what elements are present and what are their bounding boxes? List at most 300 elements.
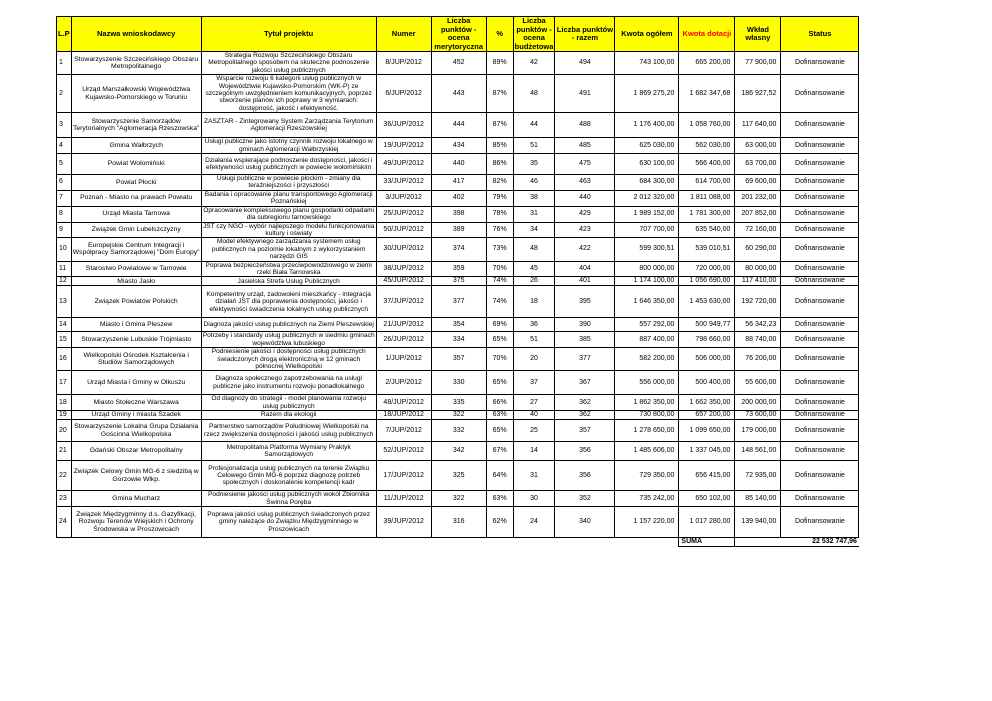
- cell-percent: 62%: [486, 507, 513, 538]
- cell-title: ZASZTAR - Zintegrowany System Zarządzania Terytorium Aglomeracji Rzeszowskiej: [201, 113, 376, 138]
- cell-wklad-wlasny: 77 900,00: [735, 52, 781, 75]
- cell-status: Dofinansowanie: [781, 318, 859, 332]
- cell-pkt-razem: 352: [555, 491, 615, 507]
- cell-pkt-budzetowa: 30: [513, 491, 555, 507]
- cell-lp: 18: [57, 395, 72, 411]
- cell-pkt-merytoryczna: 357: [431, 348, 486, 371]
- header-lp: L.P: [57, 17, 72, 52]
- cell-status: Dofinansowanie: [781, 442, 859, 461]
- cell-name: Związek Gmin Lubelszczyzny: [71, 222, 201, 238]
- table-row: [57, 75, 859, 113]
- cell-numer: 7/JUP/2012: [376, 420, 431, 442]
- table-row: [57, 261, 859, 277]
- footer-spacer: [57, 538, 679, 547]
- cell-title: Podniesienie jakości usług publicznych wokół Zbiornika Świnna Poręba: [201, 491, 376, 507]
- cell-wklad-wlasny: 201 232,00: [735, 190, 781, 206]
- cell-pkt-merytoryczna: 375: [431, 277, 486, 286]
- cell-lp: 4: [57, 138, 72, 154]
- cell-kwota-ogolem: 730 800,00: [615, 411, 679, 420]
- cell-title: Partnerstwo samorządów Południowej Wielkopolski na rzecz zwiększenia dostępności i jakości usług publicznych: [201, 420, 376, 442]
- cell-lp: 9: [57, 222, 72, 238]
- cell-name: Miasto Stołeczne Warszawa: [71, 395, 201, 411]
- cell-title: Kompetentny urząd, zadowoleni mieszkańcy - integracja działań JST dla poprawienia dostępności, jakości i efektywności świadczenia lokalnych usług publicznych: [201, 286, 376, 318]
- cell-kwota-ogolem: 887 400,00: [615, 332, 679, 348]
- cell-lp: 23: [57, 491, 72, 507]
- cell-percent: 63%: [486, 491, 513, 507]
- cell-lp: 6: [57, 175, 72, 191]
- cell-pkt-razem: 485: [555, 138, 615, 154]
- cell-pkt-merytoryczna: 325: [431, 461, 486, 491]
- cell-kwota-dotacji: 798 660,00: [679, 332, 735, 348]
- cell-numer: 36/JUP/2012: [376, 113, 431, 138]
- cell-pkt-merytoryczna: 342: [431, 442, 486, 461]
- cell-numer: 33/JUP/2012: [376, 175, 431, 191]
- cell-pkt-budzetowa: 42: [513, 52, 555, 75]
- cell-status: Dofinansowanie: [781, 491, 859, 507]
- cell-name: Miasto i Gmina Pleszew: [71, 318, 201, 332]
- header-kwota-ogolem: Kwota ogółem: [615, 17, 679, 52]
- cell-kwota-dotacji: 562 030,00: [679, 138, 735, 154]
- cell-name: Poznań - Miasto na prawach Powiatu: [71, 190, 201, 206]
- cell-pkt-razem: 463: [555, 175, 615, 191]
- cell-numer: 50/JUP/2012: [376, 222, 431, 238]
- cell-name: Starostwo Powiatowe w Tarnowie: [71, 261, 201, 277]
- cell-lp: 2: [57, 75, 72, 113]
- cell-title: Od diagnozy do strategii - model planowania rozwoju usług publicznych: [201, 395, 376, 411]
- cell-status: Dofinansowanie: [781, 222, 859, 238]
- cell-pkt-budzetowa: 31: [513, 206, 555, 222]
- cell-name: Powiat Płocki: [71, 175, 201, 191]
- cell-wklad-wlasny: 56 342,23: [735, 318, 781, 332]
- cell-numer: 48/JUP/2012: [376, 395, 431, 411]
- cell-kwota-dotacji: 657 200,00: [679, 411, 735, 420]
- cell-pkt-razem: 422: [555, 238, 615, 261]
- cell-numer: 8/JUP/2012: [376, 52, 431, 75]
- table-row: [57, 190, 859, 206]
- cell-kwota-ogolem: 1 485 606,00: [615, 442, 679, 461]
- header-wklad-wlasny: Wkład własny: [735, 17, 781, 52]
- cell-title: Profesjonalizacja usług publicznych na terenie Związku Celowego Gmin MG-6 poprzez diagnozę potrzeb społecznych i doskonalenie kompetencji kadr: [201, 461, 376, 491]
- table-row: [57, 461, 859, 491]
- cell-kwota-ogolem: 625 030,00: [615, 138, 679, 154]
- cell-kwota-dotacji: 720 000,00: [679, 261, 735, 277]
- cell-lp: 24: [57, 507, 72, 538]
- cell-wklad-wlasny: 85 140,00: [735, 491, 781, 507]
- cell-pkt-budzetowa: 24: [513, 507, 555, 538]
- header-title: Tytuł projektu: [201, 17, 376, 52]
- cell-wklad-wlasny: 148 561,00: [735, 442, 781, 461]
- cell-wklad-wlasny: 72 160,00: [735, 222, 781, 238]
- cell-pkt-budzetowa: 38: [513, 190, 555, 206]
- cell-kwota-dotacji: 1 058 760,00: [679, 113, 735, 138]
- cell-pkt-budzetowa: 34: [513, 222, 555, 238]
- cell-numer: 45/JUP/2012: [376, 277, 431, 286]
- cell-numer: 49/JUP/2012: [376, 154, 431, 175]
- cell-numer: 18/JUP/2012: [376, 411, 431, 420]
- cell-kwota-ogolem: 582 200,00: [615, 348, 679, 371]
- cell-pkt-budzetowa: 18: [513, 286, 555, 318]
- header-pkt-razem: Liczba punktów - razem: [555, 17, 615, 52]
- cell-name: Związek Międzygminny d.s. Gazyfikacji, Rozwoju Terenów Wiejskich i Ochrony Środowiska w Proszowicach: [71, 507, 201, 538]
- cell-percent: 78%: [486, 206, 513, 222]
- cell-pkt-razem: 491: [555, 75, 615, 113]
- table-row: [57, 175, 859, 191]
- cell-kwota-dotacji: 1 017 280,00: [679, 507, 735, 538]
- cell-pkt-budzetowa: 37: [513, 371, 555, 395]
- cell-name: Urząd Marszałkowski Województwa Kujawsko-Pomorskiego w Toruniu: [71, 75, 201, 113]
- cell-pkt-merytoryczna: 444: [431, 113, 486, 138]
- cell-lp: 5: [57, 154, 72, 175]
- table-row: [57, 411, 859, 420]
- cell-wklad-wlasny: 72 935,00: [735, 461, 781, 491]
- cell-status: Dofinansowanie: [781, 332, 859, 348]
- cell-lp: 19: [57, 411, 72, 420]
- cell-name: Miasto Jasło: [71, 277, 201, 286]
- cell-kwota-ogolem: 1 989 152,00: [615, 206, 679, 222]
- cell-pkt-razem: 362: [555, 395, 615, 411]
- cell-kwota-ogolem: 630 100,00: [615, 154, 679, 175]
- cell-pkt-budzetowa: 44: [513, 113, 555, 138]
- cell-numer: 3/JUP/2012: [376, 190, 431, 206]
- cell-title: Jasielska Strefa Usług Publicznych: [201, 277, 376, 286]
- cell-numer: 2/JUP/2012: [376, 371, 431, 395]
- cell-kwota-dotacji: 1 056 690,00: [679, 277, 735, 286]
- cell-percent: 73%: [486, 238, 513, 261]
- cell-status: Dofinansowanie: [781, 175, 859, 191]
- cell-kwota-dotacji: 1 781 300,00: [679, 206, 735, 222]
- cell-name: Gdański Obszar Metropolitalny: [71, 442, 201, 461]
- cell-wklad-wlasny: 88 740,00: [735, 332, 781, 348]
- cell-kwota-ogolem: 684 300,00: [615, 175, 679, 191]
- cell-name: Stowarzyszenie Lubuskie Trójmiasto: [71, 332, 201, 348]
- table-header: [57, 17, 859, 52]
- cell-status: Dofinansowanie: [781, 75, 859, 113]
- cell-title: Diagnoza społecznego zapotrzebowania na usługi publiczne jako instrumentu rozwoju ponadlokalnego: [201, 371, 376, 395]
- cell-numer: 11/JUP/2012: [376, 491, 431, 507]
- cell-title: Poprawa jakości usług publicznych świadczonych przez gminy należące do Związku Międzygminnego w Proszowicach: [201, 507, 376, 538]
- cell-pkt-razem: 404: [555, 261, 615, 277]
- header-name: Nazwa wnioskodawcy: [71, 17, 201, 52]
- cell-pkt-budzetowa: 20: [513, 348, 555, 371]
- cell-name: Gmina Wałbrzych: [71, 138, 201, 154]
- header-numer: Numer: [376, 17, 431, 52]
- cell-lp: 7: [57, 190, 72, 206]
- cell-kwota-dotacji: 1 337 045,00: [679, 442, 735, 461]
- table-row: [57, 491, 859, 507]
- table-row: [57, 52, 859, 75]
- cell-lp: 8: [57, 206, 72, 222]
- cell-percent: 65%: [486, 332, 513, 348]
- cell-percent: 82%: [486, 175, 513, 191]
- cell-numer: 30/JUP/2012: [376, 238, 431, 261]
- cell-title: Wsparcie rozwoju 6 kategorii usług publicznych w Województwie Kujawsko-Pomorskim (WK-P) ze szczególnym uwzględnieniem komunikacyjnych, poprzez stworzenie planów ich poprawy w 3 wymiarach: dostępność, jakość i efektywność.: [201, 75, 376, 113]
- table-row: [57, 206, 859, 222]
- cell-lp: 12: [57, 277, 72, 286]
- cell-percent: 63%: [486, 411, 513, 420]
- cell-pkt-budzetowa: 48: [513, 75, 555, 113]
- cell-wklad-wlasny: 200 000,00: [735, 395, 781, 411]
- cell-pkt-merytoryczna: 359: [431, 261, 486, 277]
- cell-numer: 37/JUP/2012: [376, 286, 431, 318]
- cell-pkt-razem: 367: [555, 371, 615, 395]
- cell-percent: 86%: [486, 154, 513, 175]
- cell-pkt-budzetowa: 14: [513, 442, 555, 461]
- cell-pkt-razem: 357: [555, 420, 615, 442]
- cell-kwota-dotacji: 500 949,77: [679, 318, 735, 332]
- cell-status: Dofinansowanie: [781, 154, 859, 175]
- cell-title: Strategia Rozwoju Szczecińskiego Obszaru Metropolitalnego sposobem na skuteczne podnoszenie jakości usług publicznych: [201, 52, 376, 75]
- header-status: Status: [781, 17, 859, 52]
- cell-kwota-ogolem: 1 278 650,00: [615, 420, 679, 442]
- cell-name: Wielkopolski Ośrodek Kształcenia i Studiów Samorządowych: [71, 348, 201, 371]
- cell-numer: 1/JUP/2012: [376, 348, 431, 371]
- cell-pkt-razem: 356: [555, 442, 615, 461]
- cell-pkt-razem: 340: [555, 507, 615, 538]
- cell-pkt-budzetowa: 51: [513, 138, 555, 154]
- cell-kwota-ogolem: 1 174 100,00: [615, 277, 679, 286]
- cell-name: Europejskie Centrum Integracji i Współpracy Samorządowej "Dom Europy": [71, 238, 201, 261]
- cell-status: Dofinansowanie: [781, 261, 859, 277]
- table-row: [57, 395, 859, 411]
- cell-pkt-merytoryczna: 417: [431, 175, 486, 191]
- cell-title: Diagnoza jakości usług publicznych na Ziemi Pleszewskiej: [201, 318, 376, 332]
- cell-kwota-dotacji: 665 200,00: [679, 52, 735, 75]
- cell-percent: 85%: [486, 138, 513, 154]
- cell-lp: 11: [57, 261, 72, 277]
- cell-wklad-wlasny: 179 000,00: [735, 420, 781, 442]
- cell-pkt-merytoryczna: 440: [431, 154, 486, 175]
- cell-status: Dofinansowanie: [781, 395, 859, 411]
- cell-wklad-wlasny: 73 600,00: [735, 411, 781, 420]
- cell-name: Urząd Miasta Tarnowa: [71, 206, 201, 222]
- cell-wklad-wlasny: 55 600,00: [735, 371, 781, 395]
- cell-wklad-wlasny: 63 000,00: [735, 138, 781, 154]
- table-row: [57, 318, 859, 332]
- table-row: [57, 238, 859, 261]
- cell-kwota-dotacji: 656 415,00: [679, 461, 735, 491]
- cell-pkt-razem: 440: [555, 190, 615, 206]
- cell-pkt-merytoryczna: 322: [431, 491, 486, 507]
- cell-percent: 87%: [486, 113, 513, 138]
- cell-status: Dofinansowanie: [781, 277, 859, 286]
- cell-percent: 74%: [486, 286, 513, 318]
- cell-lp: 22: [57, 461, 72, 491]
- cell-percent: 65%: [486, 371, 513, 395]
- cell-kwota-dotacji: 566 400,00: [679, 154, 735, 175]
- cell-pkt-merytoryczna: 389: [431, 222, 486, 238]
- cell-pkt-merytoryczna: 322: [431, 411, 486, 420]
- table-row: [57, 222, 859, 238]
- cell-status: Dofinansowanie: [781, 190, 859, 206]
- table-body: [57, 52, 859, 538]
- cell-status: Dofinansowanie: [781, 286, 859, 318]
- cell-lp: 3: [57, 113, 72, 138]
- cell-percent: 89%: [486, 52, 513, 75]
- table-footer: [57, 538, 859, 547]
- cell-pkt-razem: 401: [555, 277, 615, 286]
- cell-status: Dofinansowanie: [781, 113, 859, 138]
- header-percent: %: [486, 17, 513, 52]
- cell-title: Badania i opracowanie planu transportowego Aglomeracji Poznańskiej: [201, 190, 376, 206]
- cell-kwota-ogolem: 1 869 275,20: [615, 75, 679, 113]
- cell-status: Dofinansowanie: [781, 206, 859, 222]
- cell-pkt-merytoryczna: 452: [431, 52, 486, 75]
- cell-status: Dofinansowanie: [781, 461, 859, 491]
- cell-numer: 26/JUP/2012: [376, 332, 431, 348]
- cell-kwota-ogolem: 1 176 400,00: [615, 113, 679, 138]
- cell-percent: 69%: [486, 318, 513, 332]
- cell-percent: 70%: [486, 348, 513, 371]
- cell-pkt-budzetowa: 26: [513, 277, 555, 286]
- cell-pkt-merytoryczna: 335: [431, 395, 486, 411]
- summary-value: 22 532 747,96: [735, 538, 859, 547]
- cell-pkt-razem: 377: [555, 348, 615, 371]
- cell-kwota-ogolem: 556 000,00: [615, 371, 679, 395]
- cell-kwota-ogolem: 707 700,00: [615, 222, 679, 238]
- cell-wklad-wlasny: 117 640,00: [735, 113, 781, 138]
- cell-title: Metropolitalna Platforma Wymiany Praktyk Samorządowych: [201, 442, 376, 461]
- cell-lp: 14: [57, 318, 72, 332]
- projects-table: [56, 16, 859, 547]
- cell-kwota-dotacji: 500 400,00: [679, 371, 735, 395]
- cell-numer: 21/JUP/2012: [376, 318, 431, 332]
- cell-percent: 66%: [486, 395, 513, 411]
- cell-kwota-ogolem: 1 646 350,00: [615, 286, 679, 318]
- cell-pkt-budzetowa: 31: [513, 461, 555, 491]
- cell-title: Podniesienie jakości i dostępności usług publicznych świadczonych drogą elektroniczną w 12 gminach północnej Wielkopolski: [201, 348, 376, 371]
- cell-pkt-budzetowa: 27: [513, 395, 555, 411]
- cell-lp: 16: [57, 348, 72, 371]
- table-row: [57, 154, 859, 175]
- cell-name: Związek Powiatów Polskich: [71, 286, 201, 318]
- cell-percent: 87%: [486, 75, 513, 113]
- cell-numer: 25/JUP/2012: [376, 206, 431, 222]
- cell-pkt-razem: 390: [555, 318, 615, 332]
- cell-pkt-razem: 362: [555, 411, 615, 420]
- cell-wklad-wlasny: 76 200,00: [735, 348, 781, 371]
- header-kwota-dotacji: Kwota dotacji: [679, 17, 735, 52]
- cell-wklad-wlasny: 63 700,00: [735, 154, 781, 175]
- cell-pkt-razem: 423: [555, 222, 615, 238]
- cell-title: Potrzeby i standardy usług publicznych w siedmiu gminach województwa lubuskiego: [202, 332, 375, 347]
- cell-name: Stowarzyszenie Samorządów Terytorialnych "Aglomeracja Rzeszowska": [71, 113, 201, 138]
- cell-pkt-budzetowa: 46: [513, 175, 555, 191]
- cell-lp: 20: [57, 420, 72, 442]
- cell-pkt-merytoryczna: 434: [431, 138, 486, 154]
- table-row: [57, 371, 859, 395]
- cell-kwota-ogolem: 599 300,51: [615, 238, 679, 261]
- cell-title: Usługi publiczne w powiecie płockim - zmiany dla teraźniejszości i przyszłości: [201, 175, 376, 191]
- cell-pkt-merytoryczna: 374: [431, 238, 486, 261]
- table-row: [57, 138, 859, 154]
- cell-pkt-razem: 488: [555, 113, 615, 138]
- cell-pkt-budzetowa: 40: [513, 411, 555, 420]
- cell-lp: 13: [57, 286, 72, 318]
- cell-title: JST czy NGO - wybór najlepszego modelu funkcjonowania kultury i oświaty: [202, 222, 375, 237]
- header-pkt-budzetowa: Liczba punktów - ocena budżetowa: [514, 16, 554, 51]
- cell-pkt-budzetowa: 51: [513, 332, 555, 348]
- cell-kwota-dotacji: 1 453 630,00: [679, 286, 735, 318]
- cell-status: Dofinansowanie: [781, 138, 859, 154]
- cell-status: Dofinansowanie: [781, 52, 859, 75]
- cell-pkt-merytoryczna: 398: [431, 206, 486, 222]
- cell-name: Gmina Mucharz: [71, 491, 201, 507]
- cell-pkt-razem: 395: [555, 286, 615, 318]
- cell-kwota-ogolem: 735 242,00: [615, 491, 679, 507]
- table-row: [57, 348, 859, 371]
- cell-pkt-merytoryczna: 402: [431, 190, 486, 206]
- cell-lp: 15: [57, 332, 72, 348]
- cell-pkt-razem: 356: [555, 461, 615, 491]
- cell-name: Związek Celowy Gmin MG-6 z siedzibą w Gorzowie Wlkp.: [71, 461, 201, 491]
- cell-pkt-budzetowa: 48: [513, 238, 555, 261]
- cell-numer: 39/JUP/2012: [376, 507, 431, 538]
- cell-kwota-dotacji: 1 682 347,68: [679, 75, 735, 113]
- cell-status: Dofinansowanie: [781, 371, 859, 395]
- cell-pkt-budzetowa: 25: [513, 420, 555, 442]
- cell-kwota-dotacji: 650 102,00: [679, 491, 735, 507]
- cell-lp: 21: [57, 442, 72, 461]
- cell-kwota-dotacji: 1 811 088,00: [679, 190, 735, 206]
- cell-name: Powiat Wołomiński: [71, 154, 201, 175]
- cell-status: Dofinansowanie: [781, 238, 859, 261]
- cell-status: Dofinansowanie: [781, 348, 859, 371]
- cell-percent: 74%: [486, 277, 513, 286]
- cell-lp: 1: [57, 52, 72, 75]
- cell-wklad-wlasny: 139 940,00: [735, 507, 781, 538]
- cell-lp: 17: [57, 371, 72, 395]
- cell-kwota-ogolem: 800 000,00: [615, 261, 679, 277]
- cell-wklad-wlasny: 117 410,00: [735, 277, 781, 286]
- cell-percent: 67%: [486, 442, 513, 461]
- cell-numer: 6/JUP/2012: [376, 75, 431, 113]
- cell-percent: 70%: [486, 261, 513, 277]
- cell-kwota-ogolem: 1 157 220,00: [615, 507, 679, 538]
- cell-pkt-merytoryczna: 334: [431, 332, 486, 348]
- cell-kwota-ogolem: 1 862 350,00: [615, 395, 679, 411]
- cell-kwota-dotacji: 506 000,00: [679, 348, 735, 371]
- cell-status: Dofinansowanie: [781, 507, 859, 538]
- table-row: [57, 507, 859, 538]
- cell-numer: 17/JUP/2012: [376, 461, 431, 491]
- cell-status: Dofinansowanie: [781, 420, 859, 442]
- cell-wklad-wlasny: 186 927,52: [735, 75, 781, 113]
- header-pkt-merytoryczna: Liczba punktów - ocena merytoryczna: [431, 17, 486, 52]
- cell-pkt-razem: 494: [555, 52, 615, 75]
- cell-numer: 52/JUP/2012: [376, 442, 431, 461]
- cell-kwota-ogolem: 2 012 320,00: [615, 190, 679, 206]
- cell-pkt-merytoryczna: 316: [431, 507, 486, 538]
- cell-wklad-wlasny: 60 290,00: [735, 238, 781, 261]
- cell-percent: 79%: [486, 190, 513, 206]
- cell-kwota-ogolem: 743 100,00: [615, 52, 679, 75]
- cell-pkt-razem: 475: [555, 154, 615, 175]
- cell-pkt-budzetowa: 36: [513, 318, 555, 332]
- cell-pkt-razem: 429: [555, 206, 615, 222]
- cell-pkt-budzetowa: 45: [513, 261, 555, 277]
- cell-numer: 19/JUP/2012: [376, 138, 431, 154]
- cell-pkt-merytoryczna: 332: [431, 420, 486, 442]
- cell-pkt-merytoryczna: 377: [431, 286, 486, 318]
- cell-wklad-wlasny: 192 720,00: [735, 286, 781, 318]
- cell-title: Poprawa bezpieczeństwa przeciwpowodziowego w ziemi rzeki Biała Tarnowska: [201, 261, 376, 277]
- cell-wklad-wlasny: 207 852,00: [735, 206, 781, 222]
- cell-kwota-dotacji: 635 540,00: [679, 222, 735, 238]
- cell-title: Razem dla ekologii: [201, 411, 376, 420]
- cell-kwota-ogolem: 729 350,00: [615, 461, 679, 491]
- table-row: [57, 113, 859, 138]
- cell-kwota-dotacji: 614 700,00: [679, 175, 735, 191]
